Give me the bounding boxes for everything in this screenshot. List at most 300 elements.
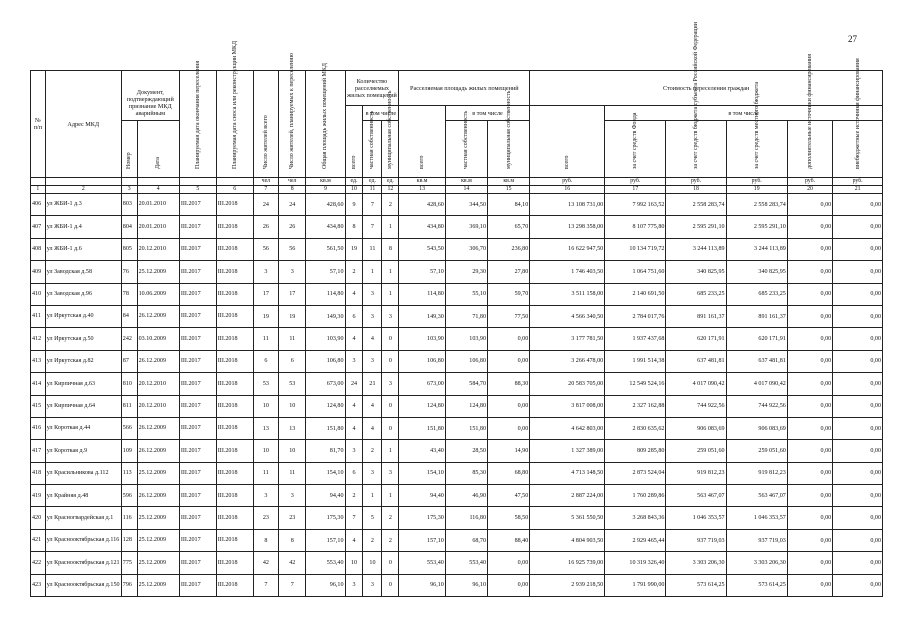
cell-area-total: 106,80 bbox=[399, 350, 445, 372]
header-area-private: частная собственность bbox=[445, 121, 487, 178]
cell-cost-total: 20 583 705,00 bbox=[530, 373, 605, 395]
cell-rooms-municipal: 0 bbox=[382, 417, 399, 439]
cell-planned-demolition: III.2018 bbox=[216, 194, 253, 216]
cell-area-municipal: 0,00 bbox=[488, 417, 530, 439]
cell-rooms-private: 11 bbox=[363, 238, 382, 260]
cell-cost-fund: 1 791 990,00 bbox=[605, 574, 666, 596]
cell-doc-number: 596 bbox=[121, 485, 137, 507]
cell-area-municipal: 58,50 bbox=[488, 507, 530, 529]
table-row bbox=[31, 194, 883, 216]
cell-area-municipal: 47,50 bbox=[488, 485, 530, 507]
cell-area-total: 543,50 bbox=[399, 238, 445, 260]
column-number: 11 bbox=[363, 186, 382, 194]
column-number: 15 bbox=[488, 186, 530, 194]
cell-cost-local-budget: 573 614,25 bbox=[726, 574, 787, 596]
table-row bbox=[31, 574, 883, 596]
table-row bbox=[31, 238, 883, 260]
cell-cost-subject-budget: 259 051,60 bbox=[666, 440, 726, 462]
cell-cost-total: 1 746 403,50 bbox=[530, 261, 605, 283]
cell-planned-demolition: III.2018 bbox=[216, 552, 253, 574]
unit-cell bbox=[45, 178, 121, 186]
cell-cost-local-budget: 1 046 353,57 bbox=[726, 507, 787, 529]
cell-planned-demolition: III.2018 bbox=[216, 283, 253, 305]
cell-cost-subject-budget: 4 017 090,42 bbox=[666, 373, 726, 395]
cell-area-municipal: 0,00 bbox=[488, 552, 530, 574]
cell-rooms-municipal: 1 bbox=[382, 261, 399, 283]
header-planned-demolition: Планируемая дата сноса или реконструкции МКД bbox=[216, 71, 253, 178]
cell-address: ул Красильникова д.112 bbox=[45, 462, 121, 484]
cell-residents-planned: 11 bbox=[279, 462, 306, 484]
cell-residents-planned: 23 bbox=[279, 507, 306, 529]
cell-cost-additional: 0,00 bbox=[787, 261, 832, 283]
cell-cost-subject-budget: 620 171,91 bbox=[666, 328, 726, 350]
cell-rooms-total: 10 bbox=[345, 552, 363, 574]
cell-rooms-total: 2 bbox=[345, 261, 363, 283]
cell-rooms-total: 6 bbox=[345, 305, 363, 327]
cell-planned-end: III.2017 bbox=[179, 373, 216, 395]
cell-rooms-municipal: 1 bbox=[382, 485, 399, 507]
cell-residents-planned: 53 bbox=[279, 373, 306, 395]
column-number: 19 bbox=[726, 186, 787, 194]
table-row bbox=[31, 417, 883, 439]
column-number: 20 bbox=[787, 186, 832, 194]
column-number: 21 bbox=[833, 186, 883, 194]
cell-total-area: 149,30 bbox=[306, 305, 345, 327]
cell-cost-subject-budget: 573 614,25 bbox=[666, 574, 726, 596]
cell-cost-fund: 2 140 691,50 bbox=[605, 283, 666, 305]
header-rooms-count: Количество расселяемых жилых помещений bbox=[345, 71, 399, 106]
column-number: 5 bbox=[179, 186, 216, 194]
cell-doc-date: 20.01.2010 bbox=[137, 216, 179, 238]
cell-cost-nonbudget: 0,00 bbox=[833, 216, 883, 238]
cell-cost-total: 4 713 148,50 bbox=[530, 462, 605, 484]
cell-residents-planned: 7 bbox=[279, 574, 306, 596]
cell-doc-date: 26.12.2009 bbox=[137, 417, 179, 439]
cell-residents-total: 42 bbox=[253, 552, 278, 574]
cell-area-total: 94,40 bbox=[399, 485, 445, 507]
cell-rooms-total: 4 bbox=[345, 417, 363, 439]
cell-rooms-municipal: 2 bbox=[382, 194, 399, 216]
cell-row-number: 406 bbox=[31, 194, 46, 216]
cell-doc-date: 25.12.2009 bbox=[137, 261, 179, 283]
cell-rooms-total: 4 bbox=[345, 395, 363, 417]
cell-cost-nonbudget: 0,00 bbox=[833, 238, 883, 260]
column-number: 6 bbox=[216, 186, 253, 194]
cell-residents-total: 6 bbox=[253, 350, 278, 372]
cell-cost-subject-budget: 3 303 206,30 bbox=[666, 552, 726, 574]
table-row bbox=[31, 462, 883, 484]
header-total-area: Общая площадь жилых помещений МКД bbox=[306, 71, 345, 178]
cell-area-private: 306,70 bbox=[445, 238, 487, 260]
cell-rooms-total: 9 bbox=[345, 194, 363, 216]
cell-cost-fund: 10 319 326,40 bbox=[605, 552, 666, 574]
cell-address: ул Красногвардейская д.1 bbox=[45, 507, 121, 529]
cell-residents-total: 56 bbox=[253, 238, 278, 260]
cell-area-private: 46,90 bbox=[445, 485, 487, 507]
cell-cost-additional: 0,00 bbox=[787, 485, 832, 507]
cell-planned-end: III.2017 bbox=[179, 552, 216, 574]
header-rooms-private: частная собственность bbox=[363, 121, 382, 178]
cell-residents-total: 7 bbox=[253, 574, 278, 596]
cell-address: ул Краснооктябрьская д.150 bbox=[45, 574, 121, 596]
cell-doc-date: 25.12.2009 bbox=[137, 552, 179, 574]
cell-address: ул Кирпичная д.64 bbox=[45, 395, 121, 417]
cell-rooms-private: 1 bbox=[363, 261, 382, 283]
cell-planned-end: III.2017 bbox=[179, 507, 216, 529]
cell-cost-nonbudget: 0,00 bbox=[833, 507, 883, 529]
cell-cost-local-budget: 620 171,91 bbox=[726, 328, 787, 350]
cell-cost-fund: 8 107 775,80 bbox=[605, 216, 666, 238]
cell-residents-total: 23 bbox=[253, 507, 278, 529]
column-number: 18 bbox=[666, 186, 726, 194]
cell-cost-total: 3 817 008,00 bbox=[530, 395, 605, 417]
cell-residents-planned: 11 bbox=[279, 328, 306, 350]
header-resettled-area: Расселяемая площадь жилых помещений bbox=[399, 71, 530, 106]
cell-rooms-private: 3 bbox=[363, 305, 382, 327]
cell-rooms-total: 8 bbox=[345, 216, 363, 238]
cell-doc-date: 26.12.2009 bbox=[137, 305, 179, 327]
cell-area-total: 96,10 bbox=[399, 574, 445, 596]
cell-area-total: 434,80 bbox=[399, 216, 445, 238]
column-number: 14 bbox=[445, 186, 487, 194]
cell-total-area: 561,50 bbox=[306, 238, 345, 260]
cell-cost-total: 13 298 358,00 bbox=[530, 216, 605, 238]
unit-cell: ед. bbox=[382, 178, 399, 186]
cell-total-area: 151,80 bbox=[306, 417, 345, 439]
cell-rooms-municipal: 1 bbox=[382, 440, 399, 462]
cell-cost-subject-budget: 2 558 283,74 bbox=[666, 194, 726, 216]
header-subject-budget: за счет средств бюджета субъекта Российской Федерации bbox=[666, 121, 726, 178]
cell-address: ул Иркутская д.50 bbox=[45, 328, 121, 350]
cell-doc-number: 128 bbox=[121, 529, 137, 551]
header-rooms-total: всего bbox=[345, 106, 363, 178]
cell-rooms-private: 3 bbox=[363, 574, 382, 596]
unit-cell: руб. bbox=[666, 178, 726, 186]
cell-cost-total: 3 511 158,00 bbox=[530, 283, 605, 305]
cell-cost-additional: 0,00 bbox=[787, 574, 832, 596]
cell-cost-subject-budget: 744 922,56 bbox=[666, 395, 726, 417]
column-number: 9 bbox=[306, 186, 345, 194]
cell-area-municipal: 0,00 bbox=[488, 328, 530, 350]
cell-address: ул Заводская д.58 bbox=[45, 261, 121, 283]
cell-residents-total: 13 bbox=[253, 417, 278, 439]
cell-area-total: 553,40 bbox=[399, 552, 445, 574]
cell-row-number: 417 bbox=[31, 440, 46, 462]
cell-residents-planned: 56 bbox=[279, 238, 306, 260]
cell-planned-demolition: III.2018 bbox=[216, 440, 253, 462]
header-row-3 bbox=[31, 121, 883, 178]
cell-cost-nonbudget: 0,00 bbox=[833, 328, 883, 350]
table-row bbox=[31, 261, 883, 283]
table-row bbox=[31, 529, 883, 551]
cell-cost-subject-budget: 2 595 291,10 bbox=[666, 216, 726, 238]
cell-total-area: 81,70 bbox=[306, 440, 345, 462]
cell-cost-fund: 1 991 514,38 bbox=[605, 350, 666, 372]
cell-residents-planned: 42 bbox=[279, 552, 306, 574]
header-rooms-municipal: муниципальная собственность bbox=[382, 121, 399, 178]
cell-cost-subject-budget: 919 812,23 bbox=[666, 462, 726, 484]
cell-residents-total: 10 bbox=[253, 395, 278, 417]
cell-doc-number: 116 bbox=[121, 507, 137, 529]
cell-rooms-total: 6 bbox=[345, 462, 363, 484]
cell-area-private: 106,80 bbox=[445, 350, 487, 372]
cell-planned-end: III.2017 bbox=[179, 529, 216, 551]
cell-area-private: 55,10 bbox=[445, 283, 487, 305]
cell-rooms-total: 4 bbox=[345, 529, 363, 551]
cell-cost-additional: 0,00 bbox=[787, 283, 832, 305]
cell-planned-demolition: III.2018 bbox=[216, 485, 253, 507]
cell-cost-total: 16 925 739,00 bbox=[530, 552, 605, 574]
table-row bbox=[31, 485, 883, 507]
cell-cost-local-budget: 685 233,25 bbox=[726, 283, 787, 305]
cell-address: ул ЖБИ-1 д.6 bbox=[45, 238, 121, 260]
cell-total-area: 106,80 bbox=[306, 350, 345, 372]
cell-total-area: 673,00 bbox=[306, 373, 345, 395]
cell-rooms-total: 3 bbox=[345, 574, 363, 596]
cell-cost-fund: 2 873 524,04 bbox=[605, 462, 666, 484]
cell-cost-nonbudget: 0,00 bbox=[833, 373, 883, 395]
cell-row-number: 413 bbox=[31, 350, 46, 372]
cell-area-private: 116,80 bbox=[445, 507, 487, 529]
cell-planned-demolition: III.2018 bbox=[216, 462, 253, 484]
cell-area-private: 369,10 bbox=[445, 216, 487, 238]
cell-residents-total: 24 bbox=[253, 194, 278, 216]
column-number: 4 bbox=[137, 186, 179, 194]
column-number: 17 bbox=[605, 186, 666, 194]
cell-planned-demolition: III.2018 bbox=[216, 305, 253, 327]
cell-cost-local-budget: 4 017 090,42 bbox=[726, 373, 787, 395]
cell-cost-fund: 2 929 465,44 bbox=[605, 529, 666, 551]
cell-rooms-private: 3 bbox=[363, 283, 382, 305]
cell-residents-total: 19 bbox=[253, 305, 278, 327]
cell-cost-local-budget: 3 244 113,89 bbox=[726, 238, 787, 260]
table-row bbox=[31, 373, 883, 395]
unit-cell: кв.м bbox=[306, 178, 345, 186]
cell-rooms-municipal: 8 bbox=[382, 238, 399, 260]
cell-address: ул ЖБИ-1 д.4 bbox=[45, 216, 121, 238]
cell-planned-demolition: III.2018 bbox=[216, 574, 253, 596]
cell-rooms-private: 5 bbox=[363, 507, 382, 529]
cell-rooms-municipal: 2 bbox=[382, 507, 399, 529]
cell-rooms-private: 3 bbox=[363, 462, 382, 484]
cell-rooms-private: 1 bbox=[363, 485, 382, 507]
cell-cost-additional: 0,00 bbox=[787, 194, 832, 216]
cell-rooms-municipal: 0 bbox=[382, 350, 399, 372]
cell-doc-date: 25.12.2009 bbox=[137, 529, 179, 551]
column-number: 16 bbox=[530, 186, 605, 194]
cell-total-area: 57,10 bbox=[306, 261, 345, 283]
cell-rooms-municipal: 0 bbox=[382, 395, 399, 417]
unit-cell: руб. bbox=[726, 178, 787, 186]
cell-area-private: 96,10 bbox=[445, 574, 487, 596]
cell-cost-subject-budget: 891 161,37 bbox=[666, 305, 726, 327]
cell-cost-fund: 1 760 289,86 bbox=[605, 485, 666, 507]
cell-cost-subject-budget: 937 719,03 bbox=[666, 529, 726, 551]
cell-rooms-private: 2 bbox=[363, 440, 382, 462]
cell-planned-end: III.2017 bbox=[179, 194, 216, 216]
table-row bbox=[31, 395, 883, 417]
cell-doc-number: 87 bbox=[121, 350, 137, 372]
cell-cost-additional: 0,00 bbox=[787, 328, 832, 350]
cell-cost-nonbudget: 0,00 bbox=[833, 395, 883, 417]
table-body bbox=[31, 178, 883, 597]
cell-cost-total: 2 939 218,50 bbox=[530, 574, 605, 596]
cell-row-number: 423 bbox=[31, 574, 46, 596]
cell-residents-planned: 10 bbox=[279, 440, 306, 462]
cell-planned-end: III.2017 bbox=[179, 261, 216, 283]
cell-cost-subject-budget: 906 083,69 bbox=[666, 417, 726, 439]
cell-cost-nonbudget: 0,00 bbox=[833, 417, 883, 439]
cell-area-municipal: 0,00 bbox=[488, 350, 530, 372]
cell-cost-total: 1 327 389,00 bbox=[530, 440, 605, 462]
cell-planned-demolition: III.2018 bbox=[216, 328, 253, 350]
cell-doc-date: 03.10.2009 bbox=[137, 328, 179, 350]
cell-cost-local-budget: 2 558 283,74 bbox=[726, 194, 787, 216]
cell-residents-total: 26 bbox=[253, 216, 278, 238]
unit-cell: руб. bbox=[530, 178, 605, 186]
column-numbers-row bbox=[31, 186, 883, 194]
cell-rooms-municipal: 0 bbox=[382, 552, 399, 574]
cell-residents-total: 3 bbox=[253, 485, 278, 507]
cell-cost-additional: 0,00 bbox=[787, 350, 832, 372]
unit-cell: кв.м bbox=[445, 178, 487, 186]
column-number: 3 bbox=[121, 186, 137, 194]
cell-rooms-municipal: 2 bbox=[382, 529, 399, 551]
cell-address: ул Короткая д.44 bbox=[45, 417, 121, 439]
cell-planned-end: III.2017 bbox=[179, 305, 216, 327]
cell-planned-end: III.2017 bbox=[179, 328, 216, 350]
cell-cost-additional: 0,00 bbox=[787, 507, 832, 529]
cell-cost-nonbudget: 0,00 bbox=[833, 350, 883, 372]
cell-cost-fund: 12 549 524,16 bbox=[605, 373, 666, 395]
cell-doc-number: 242 bbox=[121, 328, 137, 350]
cell-planned-end: III.2017 bbox=[179, 395, 216, 417]
cell-residents-planned: 17 bbox=[279, 283, 306, 305]
cell-residents-planned: 13 bbox=[279, 417, 306, 439]
cell-cost-total: 4 642 803,00 bbox=[530, 417, 605, 439]
page-number: 27 bbox=[848, 34, 857, 44]
units-row bbox=[31, 178, 883, 186]
cell-area-private: 68,70 bbox=[445, 529, 487, 551]
cell-residents-planned: 3 bbox=[279, 261, 306, 283]
unit-cell bbox=[31, 178, 46, 186]
cell-rooms-private: 4 bbox=[363, 328, 382, 350]
unit-cell: руб. bbox=[787, 178, 832, 186]
cell-cost-total: 5 361 550,50 bbox=[530, 507, 605, 529]
cell-area-private: 85,30 bbox=[445, 462, 487, 484]
cell-cost-fund: 809 285,80 bbox=[605, 440, 666, 462]
column-number: 1 bbox=[31, 186, 46, 194]
cell-planned-demolition: III.2018 bbox=[216, 350, 253, 372]
cell-row-number: 414 bbox=[31, 373, 46, 395]
cell-cost-total: 4 566 340,50 bbox=[530, 305, 605, 327]
cell-cost-fund: 2 830 635,62 bbox=[605, 417, 666, 439]
cell-total-area: 96,10 bbox=[306, 574, 345, 596]
unit-cell: руб. bbox=[605, 178, 666, 186]
cell-row-number: 422 bbox=[31, 552, 46, 574]
cell-cost-local-budget: 937 719,03 bbox=[726, 529, 787, 551]
cell-area-municipal: 0,00 bbox=[488, 574, 530, 596]
table-row bbox=[31, 507, 883, 529]
cell-doc-number: 775 bbox=[121, 552, 137, 574]
cell-planned-end: III.2017 bbox=[179, 350, 216, 372]
table-row bbox=[31, 350, 883, 372]
cell-total-area: 157,10 bbox=[306, 529, 345, 551]
cell-cost-local-budget: 3 303 206,30 bbox=[726, 552, 787, 574]
cell-rooms-municipal: 3 bbox=[382, 305, 399, 327]
cell-area-municipal: 59,70 bbox=[488, 283, 530, 305]
cell-address: ул Краснооктябрьская д.121 bbox=[45, 552, 121, 574]
cell-cost-fund: 1 937 437,68 bbox=[605, 328, 666, 350]
cell-cost-local-budget: 563 467,07 bbox=[726, 485, 787, 507]
cell-area-municipal: 27,80 bbox=[488, 261, 530, 283]
cell-doc-number: 803 bbox=[121, 194, 137, 216]
cell-planned-end: III.2017 bbox=[179, 216, 216, 238]
cell-row-number: 416 bbox=[31, 417, 46, 439]
cell-cost-additional: 0,00 bbox=[787, 552, 832, 574]
table-row bbox=[31, 328, 883, 350]
table-row bbox=[31, 283, 883, 305]
cell-cost-local-budget: 637 481,81 bbox=[726, 350, 787, 372]
cell-row-number: 410 bbox=[31, 283, 46, 305]
cell-rooms-municipal: 1 bbox=[382, 216, 399, 238]
cell-residents-planned: 10 bbox=[279, 395, 306, 417]
cell-address: ул Кирпичная д.63 bbox=[45, 373, 121, 395]
cell-total-area: 114,80 bbox=[306, 283, 345, 305]
table-row bbox=[31, 552, 883, 574]
unit-cell bbox=[179, 178, 216, 186]
header-cost-including: в том числе bbox=[605, 106, 883, 121]
cell-doc-date: 20.12.2010 bbox=[137, 373, 179, 395]
cell-row-number: 409 bbox=[31, 261, 46, 283]
cell-rooms-total: 3 bbox=[345, 440, 363, 462]
cell-planned-demolition: III.2018 bbox=[216, 216, 253, 238]
table-row bbox=[31, 305, 883, 327]
cell-area-private: 103,90 bbox=[445, 328, 487, 350]
header-num: № п/п bbox=[31, 71, 46, 178]
cell-address: ул Иркутская д.82 bbox=[45, 350, 121, 372]
cell-area-municipal: 77,50 bbox=[488, 305, 530, 327]
cell-doc-date: 20.01.2010 bbox=[137, 194, 179, 216]
cell-area-total: 103,90 bbox=[399, 328, 445, 350]
cell-rooms-municipal: 0 bbox=[382, 328, 399, 350]
cell-row-number: 415 bbox=[31, 395, 46, 417]
cell-residents-planned: 19 bbox=[279, 305, 306, 327]
header-local-budget: за счет средств местного бюджета bbox=[726, 121, 787, 178]
cell-cost-total: 4 804 903,50 bbox=[530, 529, 605, 551]
cell-total-area: 94,40 bbox=[306, 485, 345, 507]
cell-rooms-municipal: 1 bbox=[382, 283, 399, 305]
cell-planned-demolition: III.2018 bbox=[216, 529, 253, 551]
column-number: 13 bbox=[399, 186, 445, 194]
cell-planned-demolition: III.2018 bbox=[216, 507, 253, 529]
cell-area-private: 124,80 bbox=[445, 395, 487, 417]
cell-total-area: 553,40 bbox=[306, 552, 345, 574]
cell-area-municipal: 68,80 bbox=[488, 462, 530, 484]
cell-cost-local-budget: 919 812,23 bbox=[726, 462, 787, 484]
header-cost-total: всего bbox=[530, 106, 605, 178]
unit-cell: кв.м bbox=[488, 178, 530, 186]
column-number: 12 bbox=[382, 186, 399, 194]
cell-area-total: 57,10 bbox=[399, 261, 445, 283]
cell-cost-additional: 0,00 bbox=[787, 417, 832, 439]
cell-residents-planned: 24 bbox=[279, 194, 306, 216]
table-row bbox=[31, 440, 883, 462]
cell-rooms-total: 4 bbox=[345, 328, 363, 350]
cell-doc-date: 25.12.2009 bbox=[137, 462, 179, 484]
cell-address: ул Заводская д.96 bbox=[45, 283, 121, 305]
cell-cost-subject-budget: 685 233,25 bbox=[666, 283, 726, 305]
